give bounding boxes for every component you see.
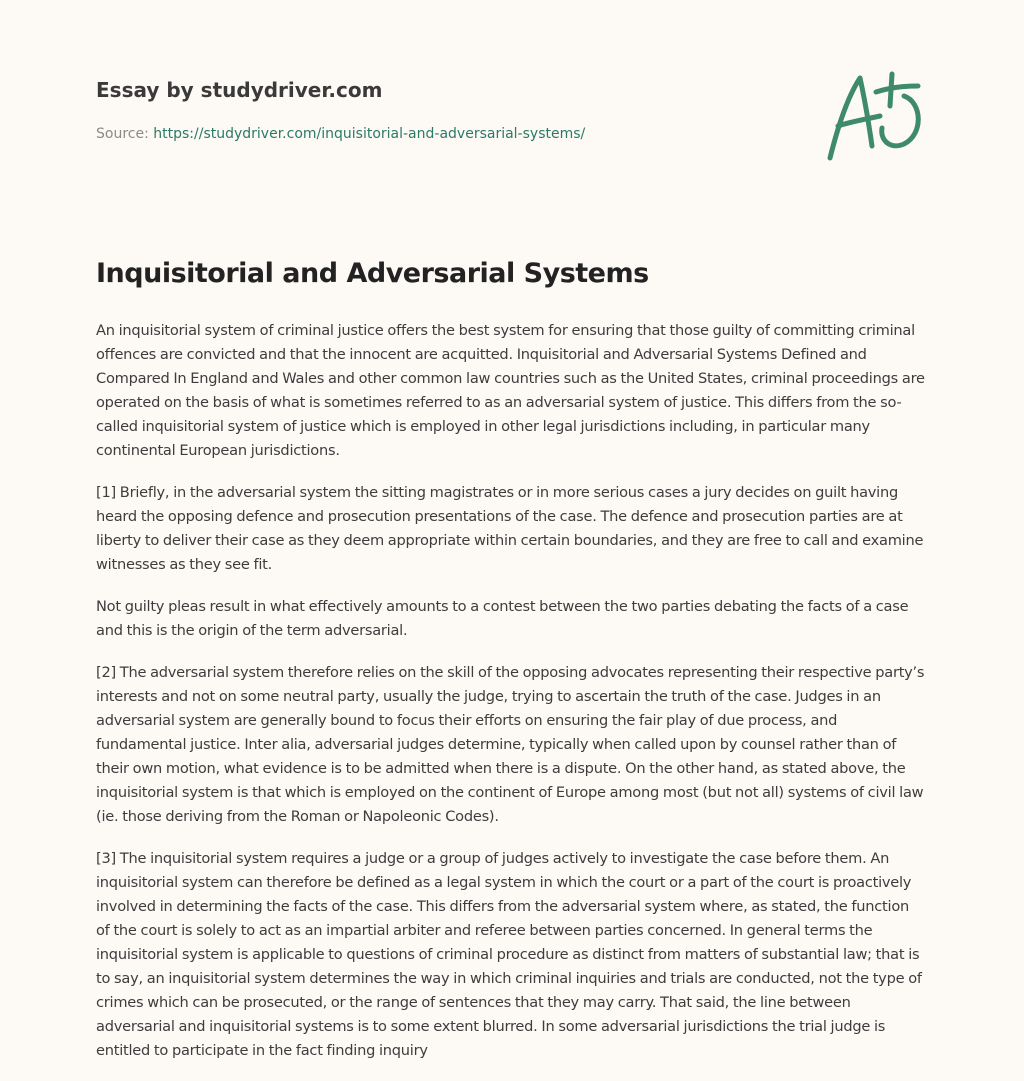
page-header (96, 76, 928, 144)
a-plus-logo-icon (818, 66, 930, 166)
article-paragraph: Not guilty pleas result in what effectively amounts to a contest between the two parties debating the facts of a case and this is the origin of the term adversarial. (96, 598, 909, 639)
article-paragraph: [3] The inquisitorial system requires a judge or a group of judges actively to investigate the case before them. An inquisitorial system can therefore be defined as a legal system in which the court or a part of the court is proactively involved in determining the facts of the case. This differs from the adversarial system where, as stated, the function of the court is solely to act as an impartial arbiter and referee between parties concerned. In general terms the inquisitorial system is applicable to questions of criminal procedure as distinct from matters of substantial law; that is to say, an inquisitorial system determines the way in which criminal inquiries and trials are conducted, not the type of crimes which can be prosecuted, or the range of sentences that they may carry. That said, the line between adversarial and inquisitorial systems is to some extent blurred. In some adversarial jurisdictions the trial judge is entitled to participate in the fact finding inquiry (96, 850, 922, 1059)
site-title: Essay by studydriver.com (96, 78, 383, 102)
source-label: Source: (96, 126, 149, 142)
a-plus-logo (818, 66, 930, 166)
article-paragraph: [2] The adversarial system therefore relies on the skill of the opposing advocates representing their respective party’s interests and not on some neutral party, usually the judge, trying to ascertain the truth of the case. Judges in an adversarial system are generally bound to focus their efforts on ensuring the fair play of due process, and fundamental justice. Inter alia, adversarial judges determine, typically when called upon by counsel rather than of their own motion, what evidence is to be admitted when there is a dispute. On the other hand, as stated above, the inquisitorial system is that which is employed on the continent of Europe among most (but not all) systems of civil law (ie. those deriving from the Roman or Napoleonic Codes). (96, 664, 925, 825)
article-paragraph: An inquisitorial system of criminal justice offers the best system for ensuring that those guilty of committing criminal offences are convicted and that the innocent are acquitted. Inquisitorial and Adversarial Systems Defined and Compared In England and Wales and other common law countries such as the United States, criminal proceedings are operated on the basis of what is sometimes referred to as an adversarial system of justice. This differs from the so-called inquisitorial system of justice which is employed in other legal jurisdictions including, in particular many continental European jurisdictions. (96, 322, 925, 459)
source-line (96, 124, 928, 144)
source-link[interactable]: https://studydriver.com/inquisitorial-and-adversarial-systems/ (153, 126, 586, 142)
article-title: Inquisitorial and Adversarial Systems (96, 258, 649, 289)
article (96, 255, 926, 1081)
article-paragraph: [1] Briefly, in the adversarial system the sitting magistrates or in more serious cases a jury decides on guilt having heard the opposing defence and prosecution presentations of the case. The defence and prosecution parties are at liberty to deliver their case as they deem appropriate within certain boundaries, and they are free to call and examine witnesses as they see fit. (96, 484, 924, 573)
